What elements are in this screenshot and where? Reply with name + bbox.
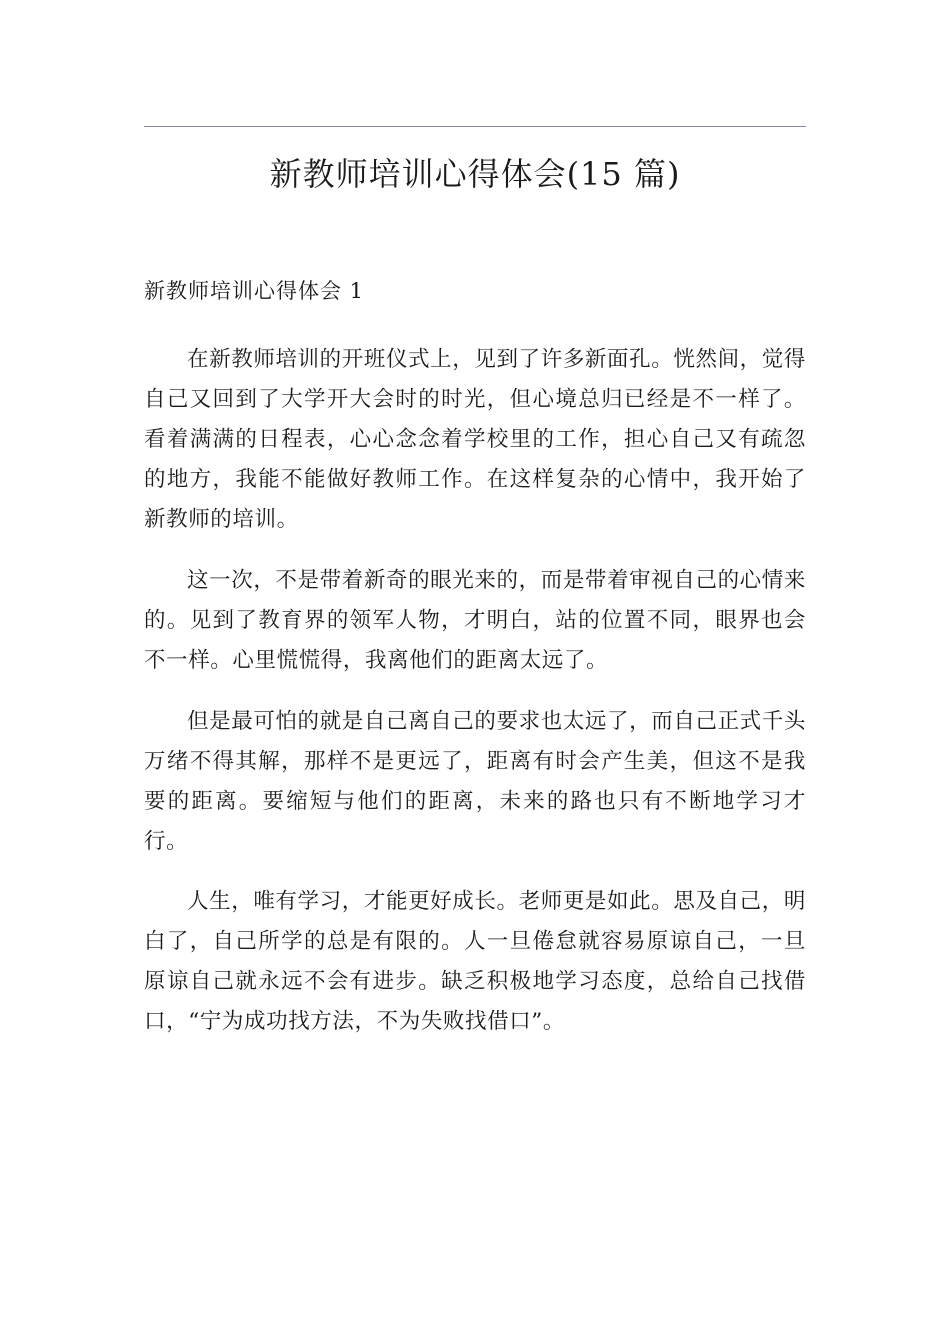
section-heading: 新教师培训心得体会 1 [144,279,365,303]
paragraph: 在新教师培训的开班仪式上，见到了许多新面孔。恍然间，觉得自己又回到了大学开大会时的时光，但心境总归已经是不一样了。看着满满的日程表，心心念念着学校里的工作，担心自己又有疏忽的地方，我能不能做好教师工作。在这样复杂的心情中，我开始了新教师的培训。 [144,347,806,532]
paragraph: 这一次，不是带着新奇的眼光来的，而是带着审视自己的心情来的。见到了教育界的领军人物，才明白，站的位置不同，眼界也会不一样。心里慌慌得，我离他们的距离太远了。 [144,568,806,673]
header-rule [144,126,806,127]
paragraph: 但是最可怕的就是自己离自己的要求也太远了，而自己正式千头万绪不得其解，那样不是更远了，距离有时会产生美，但这不是我要的距离。要缩短与他们的距离，未来的路也只有不断地学习才行。 [144,709,806,854]
document-title: 新教师培训心得体会(15 篇) [269,155,681,193]
document-body [144,340,806,1062]
paragraph: 人生，唯有学习，才能更好成长。老师更是如此。思及自己，明白了，自己所学的总是有限的。人一旦倦怠就容易原谅自己，一旦原谅自己就永远不会有进步。缺乏积极地学习态度，总给自己找借口，“宁为成功找方法，不为失败找借口”。 [144,889,806,1034]
